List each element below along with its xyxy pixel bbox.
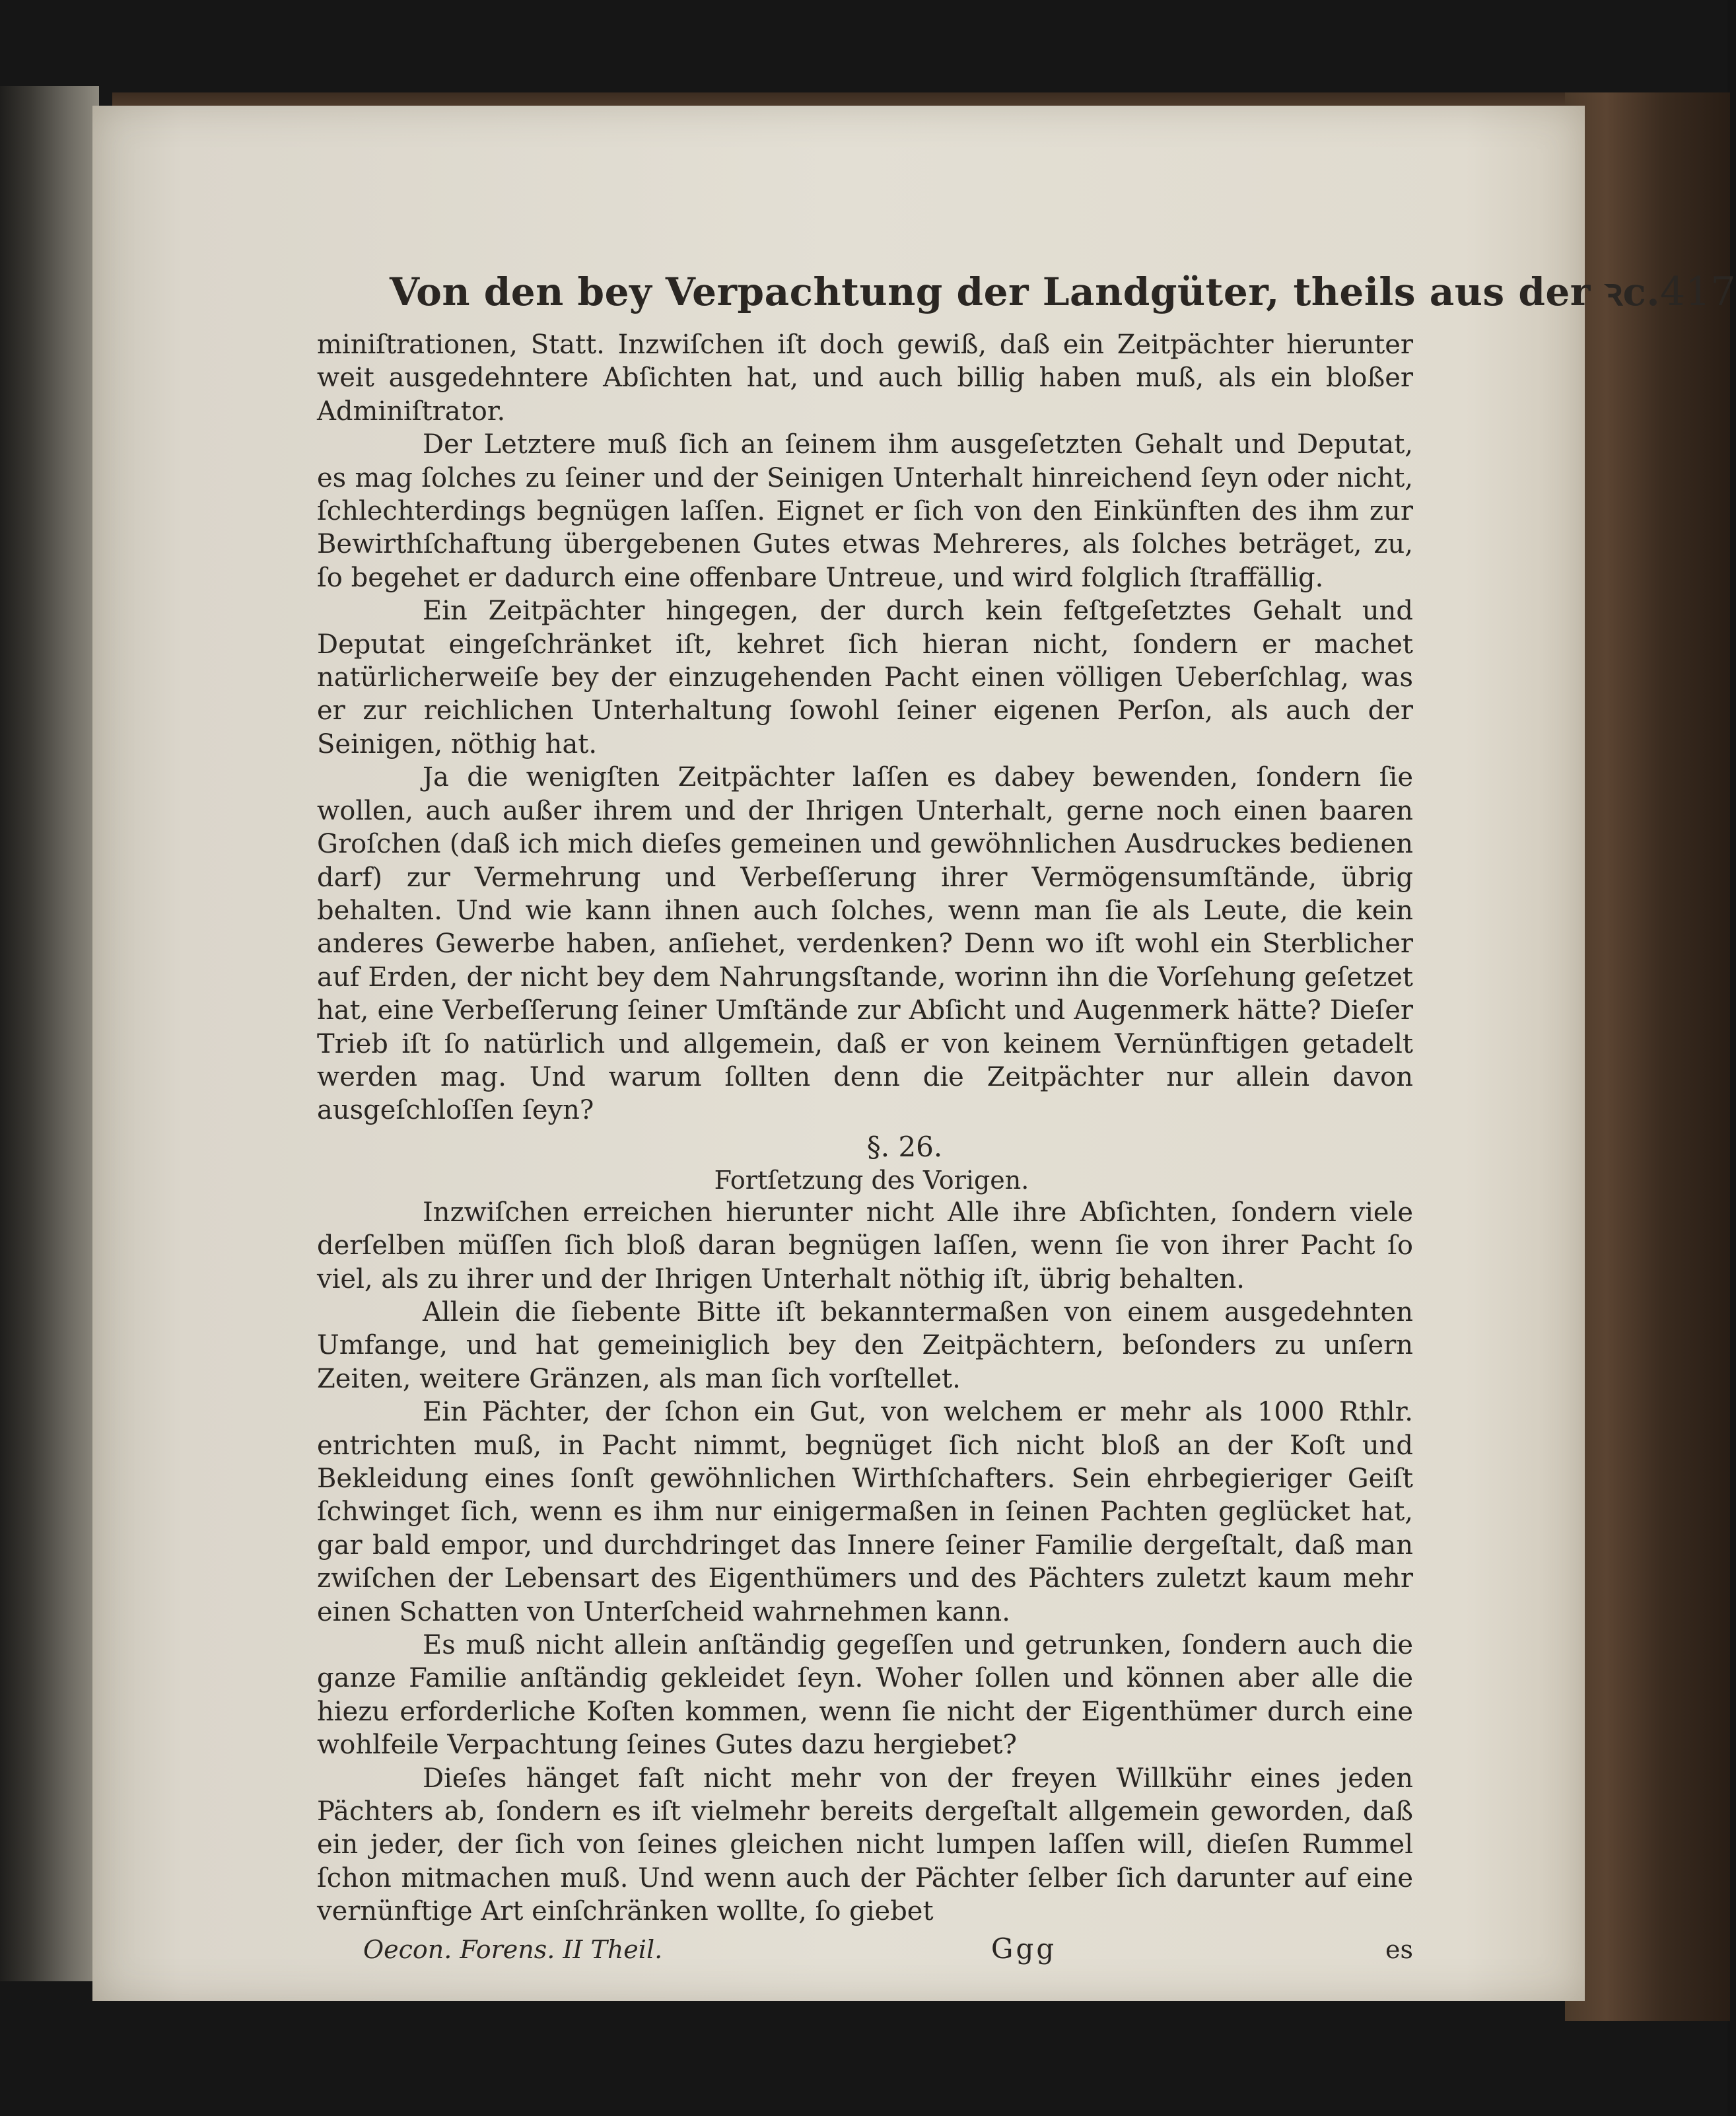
paragraph: Allein die ſiebente Bitte iſt bekanntermaßen von einem ausgedehnten Umfange, und hat gemeiniglich bey den Zeitpächtern, beſonders zu unſern Zeiten, weitere Gränzen, als man ſich vorſtellet.: [317, 1296, 1413, 1394]
catchword: es: [1385, 1934, 1413, 1964]
signature-mark: Ggg: [990, 1932, 1057, 1965]
text-block: [317, 264, 1736, 1965]
page-number: 417: [1660, 269, 1736, 315]
section-title: Fortſetzung des Vorigen.: [714, 1165, 1029, 1195]
body-text: [317, 328, 1413, 1928]
signature-note: Oecon. Forens. II Theil.: [363, 1934, 663, 1964]
paragraph: Der Letztere muß ſich an ſeinem ihm ausgeſetzten Gehalt und Deputat, es mag ſolches zu ſeiner und der Seinigen Unterhalt hinreichend ſeyn oder nicht, ſchlechterdings begnügen laſſen. Eignet er ſich von den Einkünften des ihm zur Bewirthſchaftung übergebenen Gutes etwas Mehreres, als ſolches beträget, zu, ſo begehet er dadurch eine offenbare Untreue, und wird folglich ſtraffällig.: [317, 429, 1413, 593]
running-head: [390, 264, 1736, 316]
paragraph: Inzwiſchen erreichen hierunter nicht Alle ihre Abſichten, ſondern viele derſelben müſſen ſich bloß daran begnügen laſſen, wenn ſie von ihrer Pacht ſo viel, als zu ihrer und der Ihrigen Unterhalt nöthig iſt, übrig behalten.: [317, 1197, 1413, 1294]
paragraph: Dieſes hänget faſt nicht mehr von der freyen Willkühr eines jeden Pächters ab, ſondern es iſt vielmehr bereits dergeſtalt allgemein geworden, daß ein jeder, der ſich von ſeines gleichen nicht lumpen laſſen will, dieſen Rummel ſchon mitmachen muß. Und wenn auch der Pächter ſelber ſich darunter auf eine vernünftige Art einſchränken wollte, ſo giebet: [317, 1763, 1413, 1927]
paragraph: Ja die wenigſten Zeitpächter laſſen es dabey bewenden, ſondern ſie wollen, auch außer ihrem und der Ihrigen Unterhalt, gerne noch einen baaren Groſchen (daß ich mich dieſes gemeinen und gewöhnlichen Ausdruckes bedienen darf) zur Vermehrung und Verbeſſerung ihrer Vermögensumſtände, übrig behalten. Und wie kann ihnen auch ſolches, wenn man ſie als Leute, die kein anderes Gewerbe haben, anſiehet, verdenken? Denn wo iſt wohl ein Sterblicher auf Erden, der nicht bey dem Nahrungsſtande, worinn ihn die Vorſehung geſetzet hat, eine Verbeſſerung ſeiner Umſtände zur Abſicht und Augenmerk hätte? Dieſer Trieb iſt ſo natürlich und allgemein, daß er von keinem Vernünftigen getadelt werden mag. Und warum ſollten denn die Zeitpächter nur allein davon ausgeſchloſſen ſeyn?: [317, 762, 1413, 1126]
book-cover: [1565, 92, 1730, 2021]
page-footer: [317, 1932, 1413, 1965]
paragraph: Es muß nicht allein anſtändig gegeſſen und getrunken, ſondern auch die ganze Familie anſtändig gekleidet ſeyn. Woher ſollen und können aber alle die hiezu erforderliche Koſten kommen, wenn ſie nicht der Eigenthümer durch eine wohlfeile Verpachtung ſeines Gutes dazu hergiebet?: [317, 1630, 1413, 1761]
paragraph: Ein Pächter, der ſchon ein Gut, von welchem er mehr als 1000 Rthlr. entrichten muß, in Pacht nimmt, begnüget ſich nicht bloß an der Koſt und Bekleidung eines ſonſt gewöhnlichen Wirthſchafters. Sein ehrbegieriger Geiſt ſchwinget ſich, wenn es ihm nur einigermaßen in ſeinen Pachten geglücket hat, gar bald empor, und durchdringet das Innere ſeiner Familie dergeſtalt, daß man zwiſchen der Lebensart des Eigenthümers und des Pächters zuletzt kaum mehr einen Schatten von Unterſcheid wahrnehmen kann.: [317, 1397, 1413, 1627]
paragraph: Ein Zeitpächter hingegen, der durch kein feſtgeſetztes Gehalt und Deputat eingeſchränket iſt, kehret ſich hieran nicht, ſondern er machet natürlicherweiſe bey der einzugehenden Pacht einen völligen Ueberſchlag, was er zur reichlichen Unterhaltung ſowohl ſeiner eigenen Perſon, als auch der Seinigen, nöthig hat.: [317, 596, 1413, 759]
section-number: §. 26.: [866, 1130, 943, 1163]
left-page-edge: [0, 86, 99, 1981]
running-head-title: Von den bey Verpachtung der Landgüter, theils aus der ꝛc.: [390, 269, 1661, 314]
paragraph: miniſtrationen, Statt. Inzwiſchen iſt doch gewiß, daß ein Zeitpächter hierunter weit ausgedehntere Abſichten hat, und auch billig haben muß, als ein bloßer Adminiſtrator.: [317, 330, 1413, 427]
